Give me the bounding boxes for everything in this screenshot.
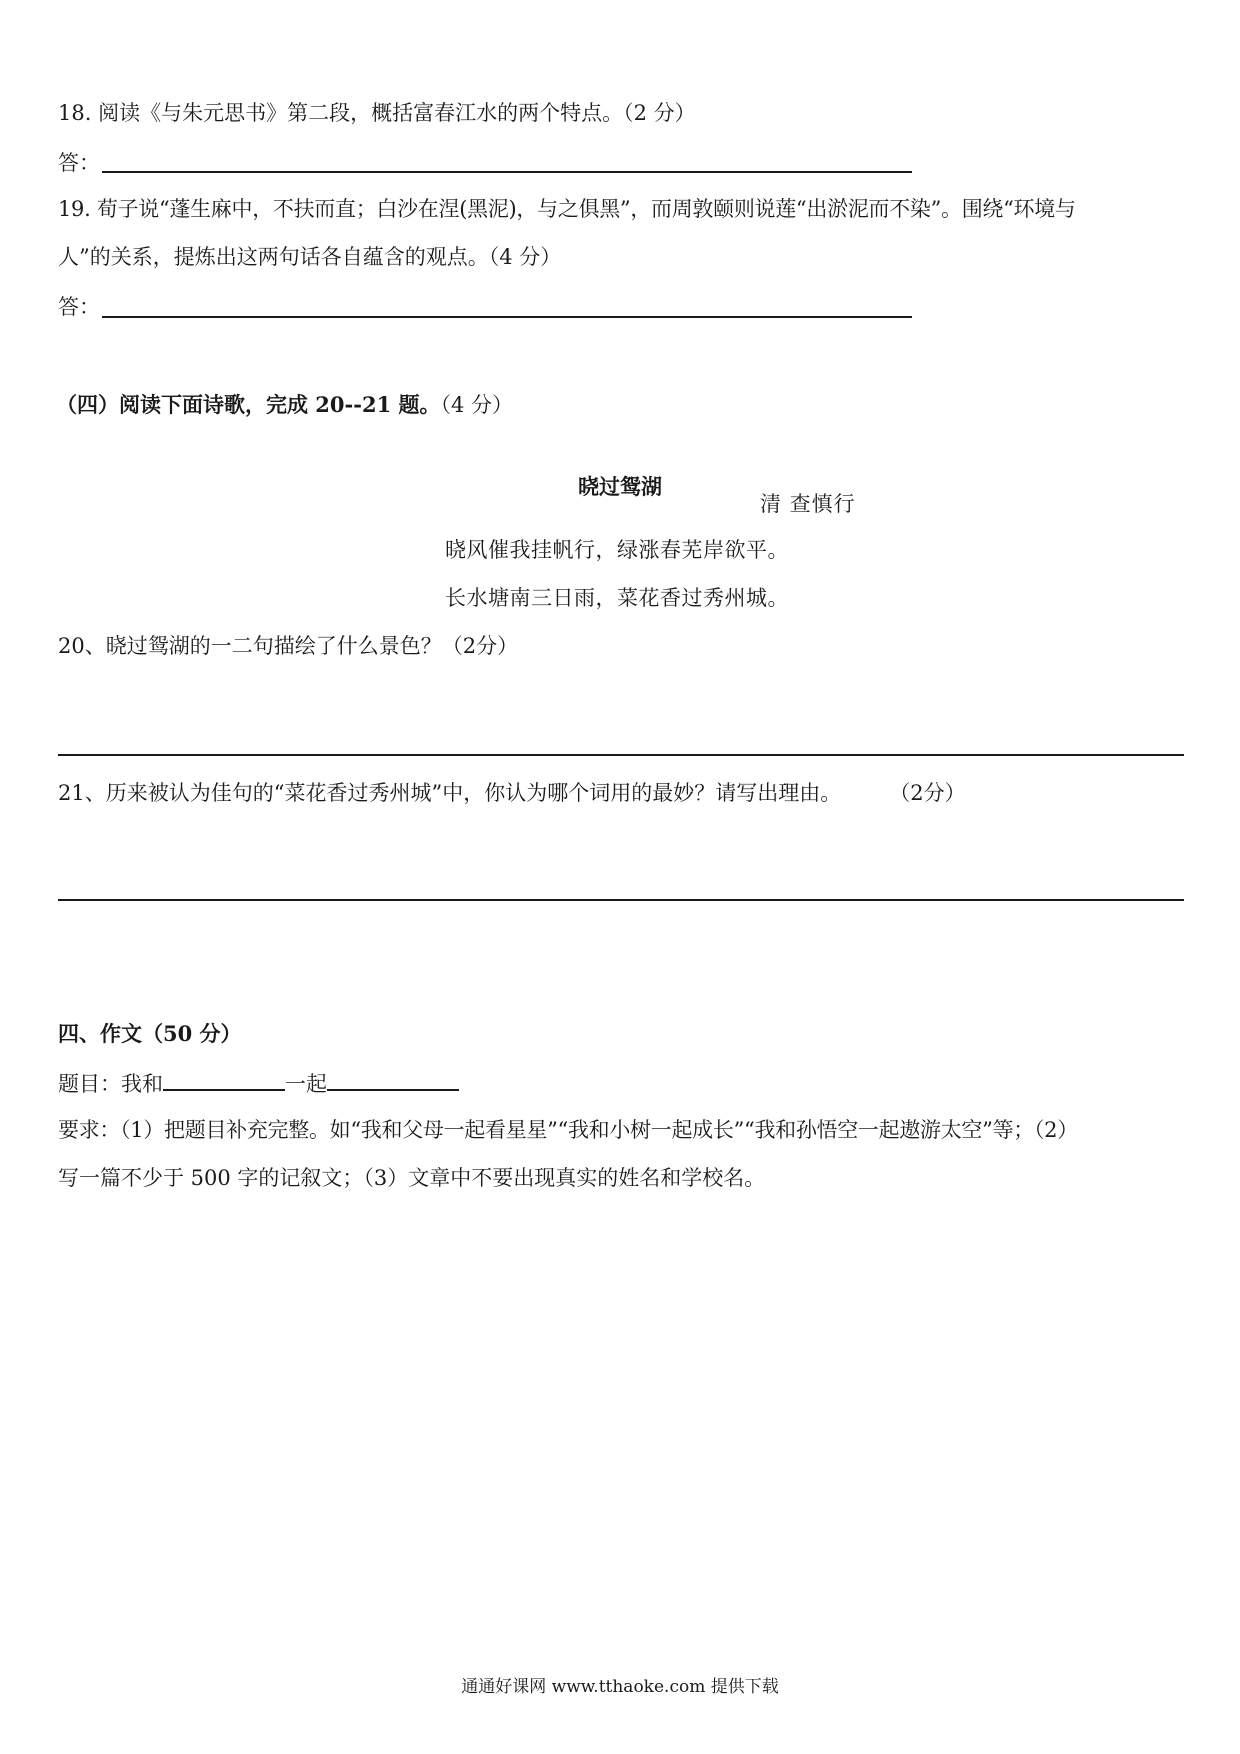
- poem-author: 清 查慎行: [760, 492, 856, 516]
- essay-topic-middle: 一起: [285, 1072, 327, 1096]
- q18-answer-line: [102, 171, 912, 173]
- q21-prompt: [58, 778, 966, 808]
- essay-topic-blank-2: [327, 1067, 459, 1091]
- q19-prompt-line1: 19. 荀子说“蓬生麻中，不扶而直；白沙在涅(黑泥)，与之俱黑”，而周敦颐则说莲“出淤泥而不染”。围绕“环境与: [58, 197, 1076, 221]
- q19-prompt-line2: 人”的关系，提炼出这两句话各自蕴含的观点。（4 分）: [58, 245, 562, 269]
- poem-section-points: （4 分）: [440, 393, 514, 417]
- poem-title: 晓过鸳湖: [578, 474, 662, 499]
- poem-line-2: 长水塘南三日雨，菜花香过秀州城。: [445, 586, 789, 610]
- poem-section-heading-text: （四）阅读下面诗歌，完成 20--21 题。: [56, 392, 441, 417]
- essay-requirement-line2: 写一篇不少于 500 字的记叙文；（3）文章中不要出现真实的姓名和学校名。: [58, 1166, 766, 1190]
- essay-requirement-line1: 要求：（1）把题目补充完整。如“我和父母一起看星星”“我和小树一起成长”“我和孙悟空一起遨游太空”等；（2）: [58, 1118, 1078, 1142]
- q19-answer-line: [102, 316, 912, 318]
- essay-heading: 四、作文（50 分）: [58, 1021, 242, 1046]
- q18-prompt: 18. 阅读《与朱元思书》第二段，概括富春江水的两个特点。（2 分）: [58, 101, 696, 125]
- q21-prompt-text: 21、历来被认为佳句的“菜花香过秀州城”中，你认为哪个词用的最妙？请写出理由。: [58, 781, 842, 805]
- poem-line-1: 晓风催我挂帆行，绿涨春芜岸欲平。: [445, 538, 789, 562]
- q21-answer-line: [58, 899, 1184, 901]
- q21-points: （2分）: [889, 781, 966, 805]
- page-footer: 通通好课网 www.tthaoke.com 提供下载: [461, 1677, 779, 1697]
- essay-topic-blank-1: [163, 1067, 285, 1091]
- essay-topic: [58, 1067, 459, 1099]
- essay-topic-label: 题目：我和: [58, 1072, 163, 1096]
- q20-prompt: 20、晓过鸳湖的一二句描绘了什么景色？（2分）: [58, 634, 519, 658]
- q20-answer-line: [58, 754, 1184, 756]
- q19-answer-label: 答：: [58, 295, 100, 319]
- q18-answer-label: 答：: [58, 151, 100, 175]
- poem-section-heading: [56, 390, 513, 420]
